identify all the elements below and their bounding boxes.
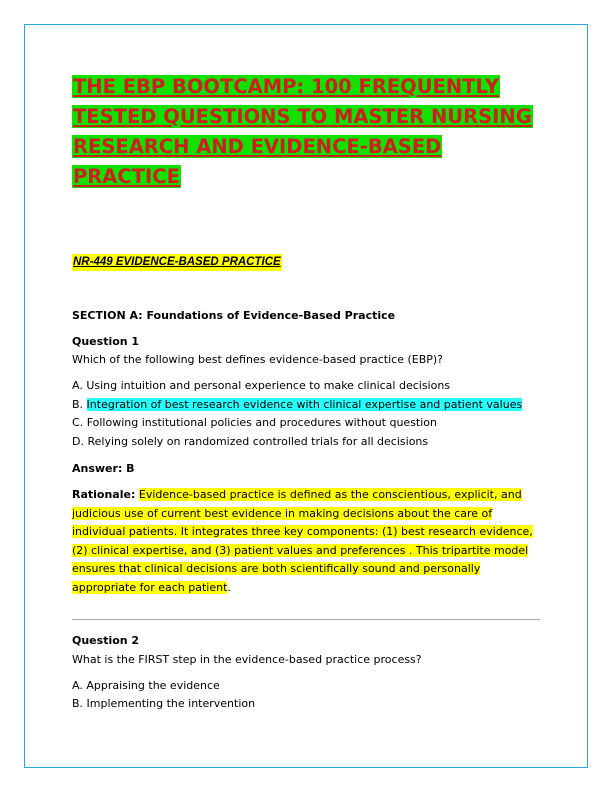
question-1-text: Which of the following best defines evidence-based practice (EBP)? [72,353,444,366]
document-title: THE EBP BOOTCAMP: 100 FREQUENTLY TESTED QUESTIONS TO MASTER NURSING RESEARCH AND EVIDENCE-BASED PRACTICE [73,75,532,188]
document-title-block [72,72,542,192]
question-2-text: What is the FIRST step in the evidence-based practice process? [72,653,422,666]
question-1-rationale: Rationale: Evidence-based practice is defined as the conscientious, explicit, and judicious use of current best evidence in making decisions about the care of individual patients. It integrates three key components: (1) best research evidence, (2) clinical expertise, and (3) patient values and preferences . This tripartite model ensures that clinical decisions are both scientifically sound and personally appropriate for each patient. [72,488,533,594]
question-1-answer: Answer: B [72,462,135,475]
question-1-option-b: B. Integration of best research evidence with clinical expertise and patient values [72,398,523,411]
rationale-label: Rationale: [72,488,136,501]
rationale-text: Evidence-based practice is defined as the conscientious, explicit, and judicious use of current best evidence in making decisions about the care of individual patients. It integrates three key components: (1) best research evidence, (2) clinical expertise, and (3) patient values and preferences . This tripartite model ensures that clinical decisions are both scientifically sound and personally appropriate for each patient [72,488,533,594]
section-heading: SECTION A: Foundations of Evidence-Based Practice [72,309,396,322]
course-code: NR-449 EVIDENCE-BASED PRACTICE [72,254,282,271]
question-1-option-a: A. Using intuition and personal experience to make clinical decisions [72,379,451,392]
question-2-label: Question 2 [72,634,140,647]
question-divider [72,619,540,620]
question-1-label: Question 1 [72,335,140,348]
question-2-option-b: B. Implementing the intervention [72,697,256,710]
question-1-option-d: D. Relying solely on randomized controlled trials for all decisions [72,435,429,448]
correct-answer-highlight: Integration of best research evidence with clinical expertise and patient values [86,398,523,411]
question-2-option-a: A. Appraising the evidence [72,679,220,692]
question-1-option-c: C. Following institutional policies and procedures without question [72,416,438,429]
